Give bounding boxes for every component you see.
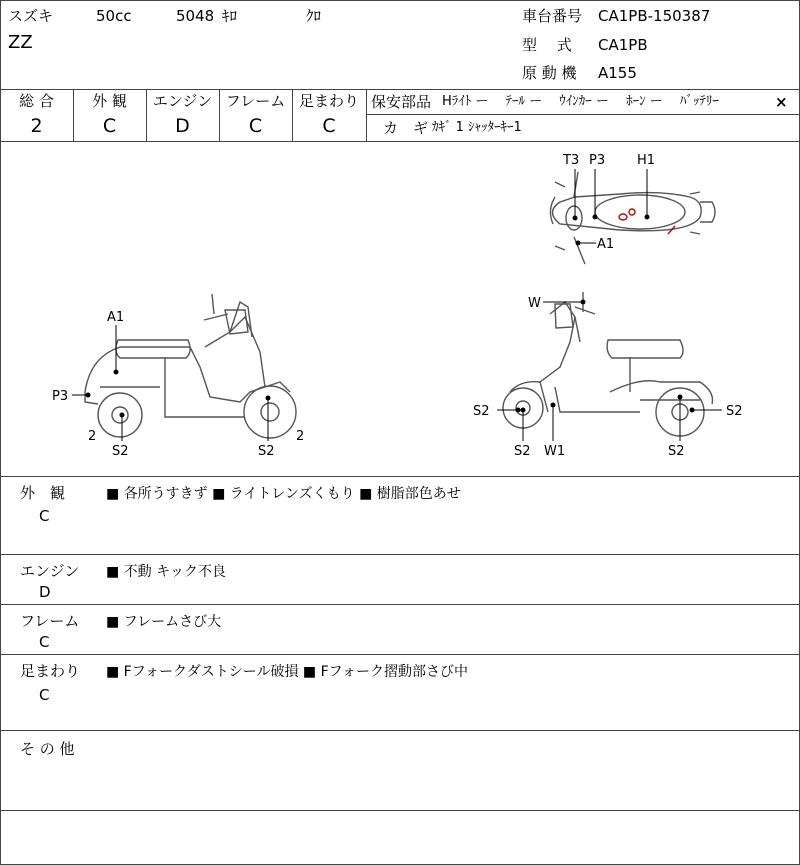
label-a1: A1: [107, 310, 125, 325]
label-s2: S2: [726, 404, 743, 419]
note-text-frame: ■ フレームさび大: [106, 614, 222, 630]
label-s2: S2: [258, 444, 275, 459]
label-a1: A1: [597, 237, 615, 252]
key-label: カ ギ: [383, 119, 429, 137]
displacement: 50cc: [96, 7, 132, 25]
color: ｸﾛ: [306, 7, 322, 25]
divider: [0, 810, 800, 811]
divider: [0, 89, 800, 90]
grade-label-overall: 総 合: [19, 92, 54, 110]
grade-label-suspension: 足まわり: [298, 92, 359, 110]
engine-label: 原 動 機: [522, 64, 577, 82]
label-s2: S2: [668, 444, 685, 459]
maker: スズキ: [8, 7, 54, 25]
note-grade-engine: D: [39, 583, 51, 601]
label-2: 2: [296, 429, 305, 444]
battery-mark: ×: [775, 93, 788, 111]
frame-no-label: 車台番号: [522, 7, 583, 25]
grade-label-exterior: 外 観: [92, 92, 127, 110]
divider: [0, 476, 800, 477]
note-text-engine: ■ 不動 キック不良: [106, 564, 226, 580]
note-text-exterior: ■ 各所うすきず ■ ライトレンズくもり ■ 樹脂部色あせ: [106, 486, 461, 502]
safety-label: 保安部品: [371, 93, 432, 111]
key-value: ｶｷﾞ 1 ｼｬｯﾀｰｷｰ1: [432, 120, 522, 135]
grade-label-engine: エンジン: [152, 92, 213, 110]
grade-value-overall: 2: [30, 115, 43, 137]
damage-diagram: [0, 142, 800, 476]
right-view-scooter: [503, 292, 713, 436]
grade-value-engine: D: [175, 115, 190, 137]
model-type-label: 型 式: [522, 36, 572, 54]
model-name: ZZ: [8, 32, 33, 53]
divider: [0, 730, 800, 731]
leaders: [72, 169, 722, 441]
grade-value-exterior: C: [102, 115, 117, 137]
diagram-labels: [52, 153, 743, 459]
divider: [0, 654, 800, 655]
note-title-engine: エンジン: [20, 562, 80, 580]
note-title-suspension: 足まわり: [20, 662, 81, 680]
grade-value-suspension: C: [322, 115, 336, 137]
divider: [0, 554, 800, 555]
label-s2: S2: [112, 444, 129, 459]
note-title-frame: フレーム: [20, 612, 80, 630]
label-p3: P3: [589, 153, 606, 168]
note-title-other: そ の 他: [20, 740, 75, 758]
safety-items: Hﾗｲﾄ ー ﾃｰﾙ ー ｳｲﾝｶｰ ー ﾎｰﾝ ー ﾊﾞｯﾃﾘｰ: [442, 94, 719, 109]
label-s2: S2: [473, 404, 490, 419]
divider: [366, 114, 800, 115]
label-h1: H1: [637, 153, 656, 168]
grade-value-frame: C: [248, 115, 263, 137]
note-grade-exterior: C: [39, 507, 50, 525]
note-title-exterior: 外 観: [20, 484, 66, 502]
lot-no: 5048: [176, 7, 215, 25]
divider: [0, 604, 800, 605]
label-p3: P3: [52, 389, 69, 404]
note-grade-suspension: C: [39, 686, 50, 704]
label-2: 2: [88, 429, 97, 444]
note-text-suspension: ■ Fフォークダストシール破損 ■ Fフォーク摺動部さび中: [106, 664, 468, 680]
divider: [366, 89, 367, 141]
mileage-unit: ｷﾛ: [222, 7, 238, 25]
frame-no: CA1PB-150387: [598, 7, 711, 25]
note-grade-frame: C: [39, 633, 50, 651]
label-w: W: [528, 296, 541, 311]
engine-no: A155: [598, 64, 637, 82]
label-w1: W1: [544, 444, 566, 459]
label-t3: T3: [563, 153, 580, 168]
model-type: CA1PB: [598, 36, 648, 54]
grade-label-frame: フレーム: [225, 92, 286, 110]
label-s2: S2: [514, 444, 531, 459]
